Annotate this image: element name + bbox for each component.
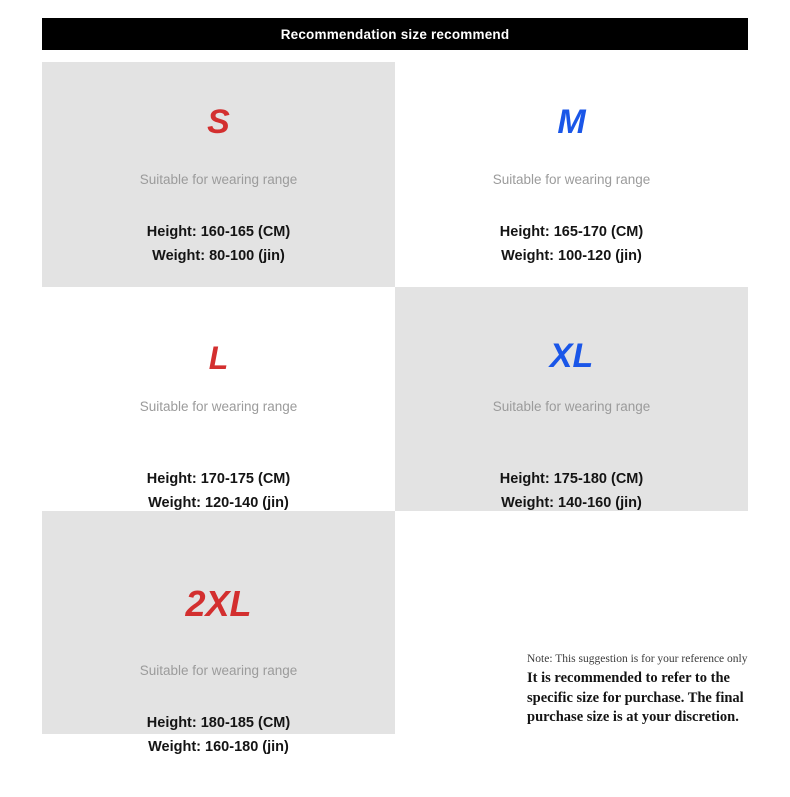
size-label-xl: XL xyxy=(549,337,594,375)
measurements-l xyxy=(42,467,395,515)
range-caption-2xl: Suitable for wearing range xyxy=(139,663,298,678)
size-cell-m xyxy=(395,62,748,287)
page-title: Recommendation size recommend xyxy=(280,26,510,42)
height-value-2xl: Height: 180-185 (CM) xyxy=(146,715,291,731)
note-cell xyxy=(395,511,748,734)
height-value-l: Height: 170-175 (CM) xyxy=(146,471,291,487)
weight-value-2xl: Weight: 160-180 (jin) xyxy=(148,739,289,755)
size-grid xyxy=(42,62,748,755)
range-caption-m: Suitable for wearing range xyxy=(492,172,651,187)
size-label-s: S xyxy=(207,103,230,141)
size-cell-l xyxy=(42,287,395,511)
measurements-2xl xyxy=(42,711,395,759)
size-label-l: L xyxy=(208,340,229,376)
measurements-s xyxy=(42,220,395,268)
note-block xyxy=(527,653,777,728)
size-cell-xl xyxy=(395,287,748,511)
measurements-m xyxy=(395,220,748,268)
size-label-m: M xyxy=(557,103,586,141)
measurements-xl xyxy=(395,467,748,515)
range-caption-l: Suitable for wearing range xyxy=(139,399,298,414)
height-value-xl: Height: 175-180 (CM) xyxy=(499,471,644,487)
weight-value-s: Weight: 80-100 (jin) xyxy=(152,248,285,264)
weight-value-m: Weight: 100-120 (jin) xyxy=(501,248,642,264)
size-label-2xl: 2XL xyxy=(185,583,252,624)
height-value-m: Height: 165-170 (CM) xyxy=(499,224,644,240)
size-cell-2xl xyxy=(42,511,395,755)
weight-value-xl: Weight: 140-160 (jin) xyxy=(501,495,642,511)
range-caption-s: Suitable for wearing range xyxy=(139,172,298,187)
weight-value-l: Weight: 120-140 (jin) xyxy=(148,495,289,511)
note-lead: Note: This suggestion is for your reference only xyxy=(527,653,748,665)
height-value-s: Height: 160-165 (CM) xyxy=(146,224,291,240)
range-caption-xl: Suitable for wearing range xyxy=(492,399,651,414)
size-cell-s xyxy=(42,62,395,287)
note-body: It is recommended to refer to the specific size for purchase. The final purchase size is at your discretion. xyxy=(527,670,744,725)
header-bar xyxy=(42,18,748,50)
